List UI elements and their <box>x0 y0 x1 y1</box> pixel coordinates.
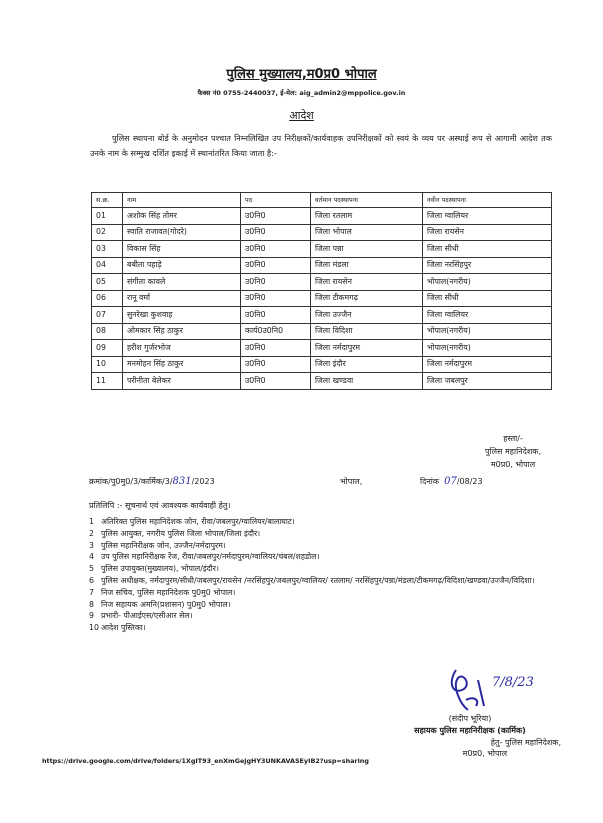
list-item <box>89 622 549 634</box>
table-body <box>92 208 552 390</box>
table-row <box>92 373 552 390</box>
ref-prefix: क्रमांक/पु0मु0/3/कार्मिक/3/ <box>89 477 173 486</box>
cell-new-posting: जिला ग्वालियर <box>423 208 552 225</box>
list-item <box>89 540 549 552</box>
cell-name: संगीता कावले <box>123 274 241 291</box>
table-row <box>92 340 552 357</box>
ref-suffix: /2023 <box>191 477 215 486</box>
copy-to-list <box>89 516 549 634</box>
signatory-designation: पुलिस महानिदेशक, <box>485 447 541 456</box>
cell-name: सुनरेखा कुशवाह <box>123 307 241 324</box>
cell-current-posting: जिला खण्डवा <box>311 373 423 390</box>
cell-current-posting: जिला रतलाम <box>311 208 423 225</box>
handwritten-signature <box>438 660 558 720</box>
cell-name: ओमकार सिंह ठाकुर <box>123 323 241 340</box>
col-header-serial: स.क्र. <box>92 193 123 208</box>
table-row <box>92 323 552 340</box>
signatory-name: (संदीप भूरिया) <box>448 714 492 723</box>
cell-current-posting: जिला भोपाल <box>311 224 423 241</box>
table-row <box>92 356 552 373</box>
cell-serial: 11 <box>92 373 123 390</box>
cell-rank: उ0नि0 <box>241 373 311 390</box>
list-item-number: 2 <box>89 528 94 538</box>
list-item-number: 5 <box>89 564 94 574</box>
signatory-title: सहायक पुलिस महानिरीक्षक (कार्मिक) <box>414 725 526 735</box>
cell-serial: 06 <box>92 290 123 307</box>
list-item <box>89 575 549 587</box>
cell-current-posting: जिला मंडला <box>311 257 423 274</box>
order-heading: आदेश <box>289 109 314 122</box>
intro-paragraph: पुलिस स्थापना बोर्ड के अनुमोदन पश्चात निम्नलिखित उप निरीक्षकों/कार्यवाहक उपनिरीक्षकों को स्वयं के व्यय पर अस्थाई रूप से आगामी आदेश तक उनके नाम के सम्मुख दर्शित इकाई में स्थानांतरित किया जाता है:- <box>90 133 552 158</box>
list-item-text: निज सहायक अमनि(प्रशासन) पु0मु0 भोपाल। <box>101 599 231 609</box>
table-row <box>92 290 552 307</box>
cell-serial: 07 <box>92 307 123 324</box>
cell-rank: उ0नि0 <box>241 290 311 307</box>
cell-rank: उ0नि0 <box>241 307 311 324</box>
list-item-text: निज सचिव, पुलिस महानिदेशक पु0मु0 भोपाल। <box>101 587 236 597</box>
cell-current-posting: जिला पन्ना <box>311 241 423 258</box>
date-suffix: /08/23 <box>456 477 483 486</box>
list-item <box>89 587 549 599</box>
list-item <box>89 551 549 563</box>
cell-serial: 05 <box>92 274 123 291</box>
cell-rank: उ0नि0 <box>241 356 311 373</box>
cell-new-posting: जिला जबलपुर <box>423 373 552 390</box>
cell-new-posting: जिला सीधी <box>423 290 552 307</box>
list-item <box>89 599 549 611</box>
cell-current-posting: जिला टीकमगढ़ <box>311 290 423 307</box>
cell-current-posting: जिला इंदौर <box>311 356 423 373</box>
transfer-table <box>91 192 552 390</box>
col-header-name: नाम <box>123 193 241 208</box>
cell-serial: 02 <box>92 224 123 241</box>
copy-to-heading: प्रतिलिपि :- सूचनार्थ एवं आवश्यक कार्यवाही हेतु। <box>89 501 231 510</box>
list-item-number: 4 <box>89 552 94 562</box>
cell-new-posting: जिला नर्मदापुरम <box>423 356 552 373</box>
signature-drawing <box>438 660 558 716</box>
cell-serial: 08 <box>92 323 123 340</box>
list-item <box>89 528 549 540</box>
list-item-number: 10 <box>89 623 99 633</box>
cell-new-posting: जिला रायसेन <box>423 224 552 241</box>
cell-new-posting: जिला नरसिंहपुर <box>423 257 552 274</box>
list-item <box>89 516 549 528</box>
office-title: पुलिस मुख्यालय,म0प्र0 भोपाल <box>226 67 377 82</box>
list-item-text: आदेश पुस्तिका। <box>101 623 146 633</box>
cell-name: परीनीता बेलेकर <box>123 373 241 390</box>
signature-date: 7/8/23 <box>492 675 534 690</box>
signatory-bottom <box>375 713 565 760</box>
table-row <box>92 274 552 291</box>
signed-mark: हस्ता/- <box>503 434 523 443</box>
cell-rank: उ0नि0 <box>241 274 311 291</box>
cell-rank: कार्य0उ0नि0 <box>241 323 311 340</box>
table-header-row <box>92 193 552 208</box>
cell-rank: उ0नि0 <box>241 208 311 225</box>
ref-handwritten-number: 831 <box>172 476 192 487</box>
list-item-text: उप पुलिस महानिरीक्षक रेंज, रीवा/जबलपुर/नर्मदापुरम/ग्वालियर/चंबल/शहडोल। <box>101 552 320 562</box>
cell-name: रानू वर्मा <box>123 290 241 307</box>
cell-rank: उ0नि0 <box>241 241 311 258</box>
cell-name: हरीश गुर्जरभोज <box>123 340 241 357</box>
table-row <box>92 224 552 241</box>
cell-new-posting: जिला ग्वालियर <box>423 307 552 324</box>
cell-new-posting: भोपाल(नगरीय) <box>423 323 552 340</box>
list-item-number: 6 <box>89 575 94 585</box>
cell-name: स्वाति राजावत(गोदरे) <box>123 224 241 241</box>
cell-name: बबीता पहाड़े <box>123 257 241 274</box>
date-handwritten: 07 <box>444 476 457 487</box>
cell-new-posting: भोपाल(नगरीय) <box>423 274 552 291</box>
cell-name: विकास सिंह <box>123 241 241 258</box>
date-label: दिनांक <box>420 477 439 486</box>
cell-serial: 10 <box>92 356 123 373</box>
list-item-text: प्रभारी- पीआईएस/एसीआर सेल। <box>101 611 193 621</box>
signatory-place: म0प्र0, भोपाल <box>490 460 536 469</box>
cell-current-posting: जिला विदिशा <box>311 323 423 340</box>
cell-serial: 04 <box>92 257 123 274</box>
list-item-number: 7 <box>89 587 94 597</box>
list-item-text: अतिरिक्त पुलिस महानिदेशक जोन, रीवा/जबलपुर/ग्वालियर/बालाघाट। <box>101 517 295 526</box>
list-item-number: 9 <box>89 611 94 621</box>
cell-serial: 03 <box>92 241 123 258</box>
reference-number <box>89 476 215 487</box>
list-item <box>89 563 549 575</box>
signatory-for: हेतु- पुलिस महानिदेशक, <box>490 737 561 747</box>
cell-serial: 01 <box>92 208 123 225</box>
cell-new-posting: भोपाल(नगरीय) <box>423 340 552 357</box>
list-item-number: 1 <box>89 517 94 526</box>
table-row <box>92 257 552 274</box>
list-item-text: पुलिस महानिरीक्षक जोन, उज्जैन/नर्मदापुरम। <box>101 540 226 550</box>
cell-new-posting: जिला सीधी <box>423 241 552 258</box>
cell-name: मनमोहन सिंह ठाकुर <box>123 356 241 373</box>
list-item <box>89 610 549 622</box>
cell-rank: उ0नि0 <box>241 340 311 357</box>
cell-current-posting: जिला नर्मदापुरम <box>311 340 423 357</box>
cell-current-posting: जिला उज्जैन <box>311 307 423 324</box>
signatory-place-bottom: म0प्र0, भोपाल <box>462 749 507 759</box>
list-item-text: पुलिस आयुक्त, नगरीय पुलिस जिला भोपाल/जिला इंदौर। <box>101 528 261 538</box>
drive-link[interactable]: https://drive.google.com/drive/folders/1XgIT93_enXmGejgHY3UNKAVASEyIB2?usp=sharing <box>42 757 369 765</box>
table-row <box>92 208 552 225</box>
cell-current-posting: जिला रायसेन <box>311 274 423 291</box>
signatory-top <box>458 432 568 471</box>
col-header-new-posting: नवीन पदस्थापना <box>423 193 552 208</box>
cell-rank: उ0नि0 <box>241 257 311 274</box>
ref-place: भोपाल, <box>340 477 363 486</box>
ref-date <box>420 476 483 487</box>
table-row <box>92 241 552 258</box>
table-row <box>92 307 552 324</box>
list-item-number: 3 <box>89 540 94 550</box>
cell-rank: उ0नि0 <box>241 224 311 241</box>
list-item-text: पुलिस अधीक्षक, नर्मदापुरम/सीधी/जबलपुर/रायसेन /नरसिंहपुर/जबलपुर/ग्वालियर/ रतलाम/ नरसिंहपुर/पन्ना/मंडला/टीकमगढ़/विदिशा/खण्डवा/उज्जैन/विदिशा। <box>101 575 535 585</box>
cell-serial: 09 <box>92 340 123 357</box>
col-header-current-posting: वर्तमान पदस्थापना <box>311 193 423 208</box>
col-header-rank: पद <box>241 193 311 208</box>
cell-name: अशोक सिंह तोमर <box>123 208 241 225</box>
list-item-text: पुलिस उपायुक्त(मुख्यालय), भोपाल/इंदौर। <box>101 564 219 574</box>
contact-line: फैक्स नं0 0755-2440037, ई-मेल: aig_admin2@mppolice.gov.in <box>197 89 406 97</box>
list-item-number: 8 <box>89 599 94 609</box>
